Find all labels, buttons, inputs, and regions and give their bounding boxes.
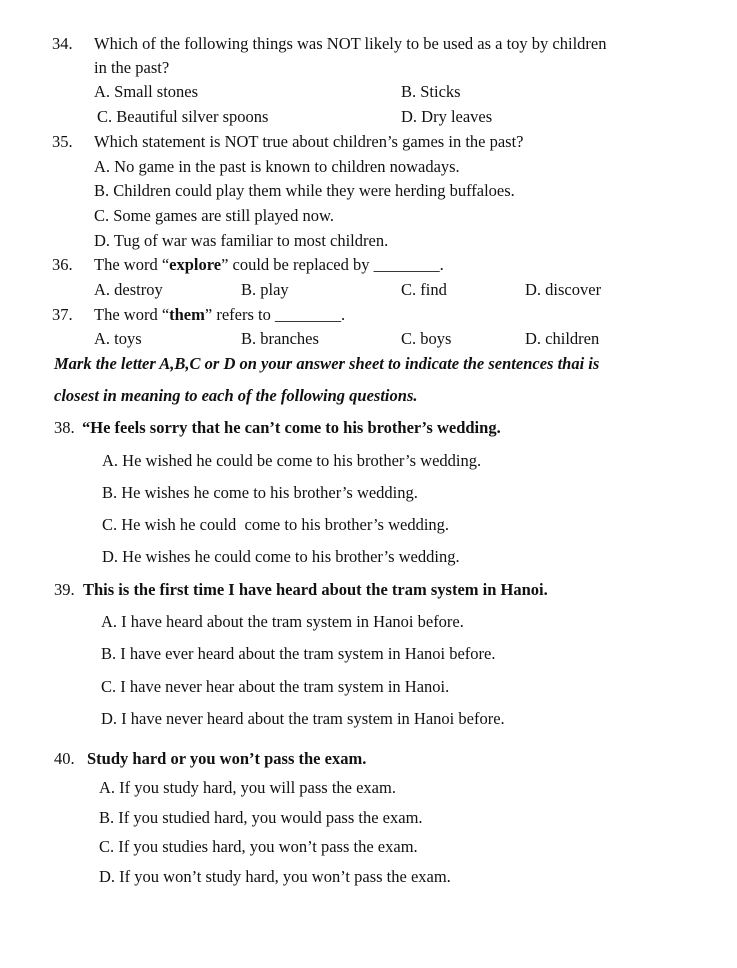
- question-39-option-a: A. I have heard about the tram system in Hanoi before.: [101, 612, 464, 631]
- question-37-option-c: C. boys: [401, 329, 452, 348]
- question-39-option-b: B. I have ever heard about the tram system in Hanoi before.: [101, 644, 496, 663]
- question-40-option-a: A. If you study hard, you will pass the exam.: [99, 778, 396, 797]
- question-37-stem-after: ” refers to ________.: [204, 305, 346, 324]
- question-40-option-b: B. If you studied hard, you would pass the exam.: [99, 808, 423, 827]
- question-35-option-a: A. No game in the past is known to children nowadays.: [94, 157, 460, 176]
- question-38-stem: “He feels sorry that he can’t come to his brother’s wedding.: [82, 418, 501, 437]
- question-36-stem: [94, 254, 444, 276]
- question-38-option-a: A. He wished he could be come to his brother’s wedding.: [102, 451, 482, 470]
- question-36-option-c: C. find: [401, 280, 447, 299]
- question-40-stem: Study hard or you won’t pass the exam.: [87, 749, 367, 768]
- question-34-option-c: C. Beautiful silver spoons: [97, 107, 269, 126]
- question-36-option-d: D. discover: [525, 280, 602, 299]
- question-37-option-d: D. children: [525, 329, 600, 348]
- question-38-number: 38.: [54, 418, 75, 437]
- question-38-option-d: D. He wishes he could come to his brother’s wedding.: [102, 547, 460, 566]
- question-36-stem-before: The word “: [94, 255, 170, 274]
- question-38-option-b: B. He wishes he come to his brother’s wedding.: [102, 483, 418, 502]
- question-36-stem-after: ” could be replaced by ________.: [221, 255, 444, 274]
- question-34-number: 34.: [52, 34, 73, 53]
- section-instruction-line2: closest in meaning to each of the following questions.: [54, 386, 418, 405]
- question-39-number: 39.: [54, 580, 75, 599]
- question-37-option-a: A. toys: [94, 329, 142, 348]
- question-36-option-a: A. destroy: [94, 280, 163, 299]
- question-36-keyword: explore: [169, 255, 222, 274]
- question-35-number: 35.: [52, 132, 73, 151]
- question-37-option-b: B. branches: [241, 329, 319, 348]
- section-instruction-line1: Mark the letter A,B,C or D on your answer sheet to indicate the sentences thai is: [54, 354, 600, 373]
- question-38-option-c: C. He wish he could come to his brother’s wedding.: [102, 515, 450, 534]
- question-34-option-b: B. Sticks: [401, 82, 461, 101]
- question-34-option-d: D. Dry leaves: [401, 107, 493, 126]
- question-36-number: 36.: [52, 255, 73, 274]
- question-37-number: 37.: [52, 305, 73, 324]
- question-37-stem: [94, 304, 345, 326]
- question-35-option-d: D. Tug of war was familiar to most children.: [94, 231, 389, 250]
- question-34-stem-line2: in the past?: [94, 58, 170, 77]
- question-40-number: 40.: [54, 749, 75, 768]
- question-34-option-a: A. Small stones: [94, 82, 199, 101]
- question-40-option-d: D. If you won’t study hard, you won’t pass the exam.: [99, 867, 451, 886]
- question-39-option-d: D. I have never heard about the tram system in Hanoi before.: [101, 709, 505, 728]
- question-37-keyword: them: [169, 305, 205, 324]
- question-35-option-c: C. Some games are still played now.: [94, 206, 334, 225]
- question-35-stem: Which statement is NOT true about children’s games in the past?: [94, 132, 524, 151]
- question-39-stem: This is the first time I have heard about the tram system in Hanoi.: [83, 580, 548, 599]
- question-35-option-b: B. Children could play them while they were herding buffaloes.: [94, 181, 515, 200]
- question-39-option-c: C. I have never hear about the tram system in Hanoi.: [101, 677, 450, 696]
- question-37-stem-before: The word “: [94, 305, 170, 324]
- question-40-option-c: C. If you studies hard, you won’t pass the exam.: [99, 837, 418, 856]
- question-34-stem-line1: Which of the following things was NOT likely to be used as a toy by children: [94, 34, 607, 53]
- question-36-option-b: B. play: [241, 280, 289, 299]
